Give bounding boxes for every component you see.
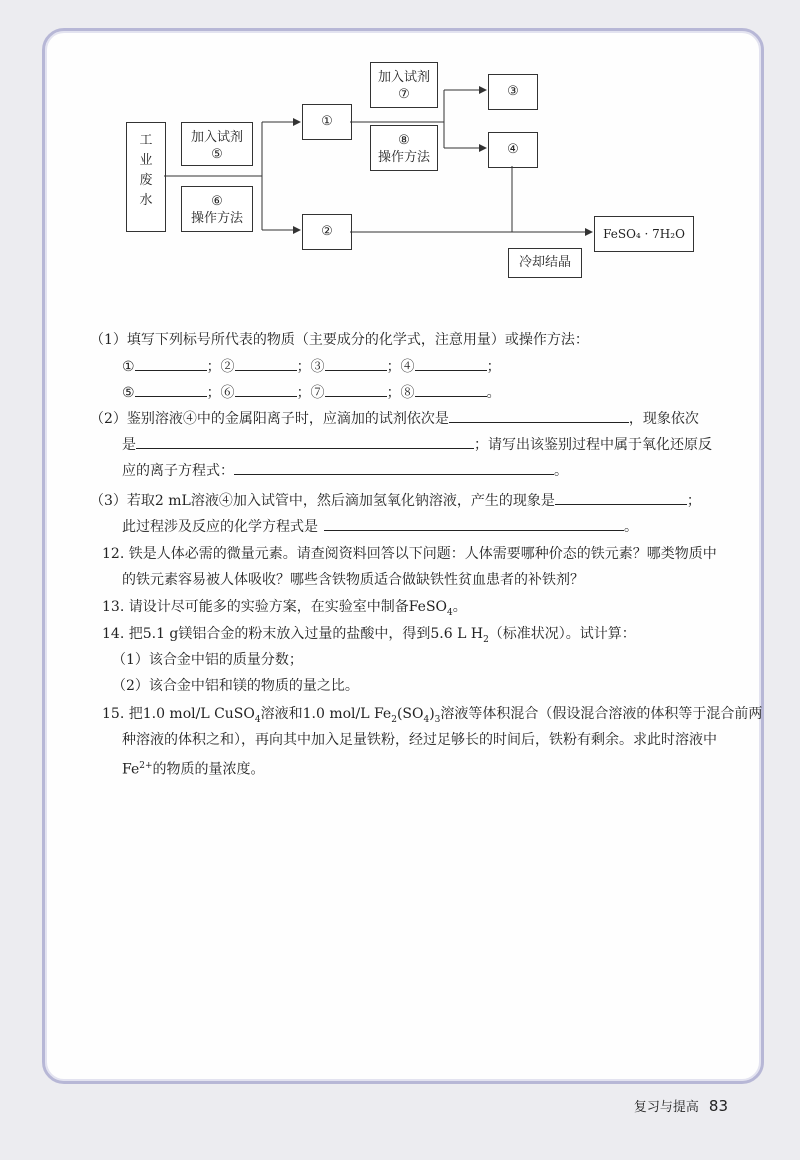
text: ；	[686, 493, 701, 509]
reagent-7-label: 加入试剂	[377, 70, 430, 85]
answer-blank[interactable]	[135, 382, 207, 397]
cooling-crystallization-box: 冷却结晶	[508, 248, 582, 278]
text: 13. 请设计尽可能多的实验方案，在实验室中制备FeSO	[102, 599, 448, 615]
label: ；③	[296, 359, 325, 375]
source-char: 业	[139, 153, 153, 168]
label: ；②	[206, 359, 235, 375]
text: （2）鉴别溶液④中的金属阳离子时，应滴加的试剂依次是	[90, 411, 449, 427]
answer-blank[interactable]	[135, 356, 207, 371]
product-box: FeSO₄ · 7H₂O	[594, 216, 694, 252]
label: ；⑧	[386, 385, 415, 401]
text: (SO	[396, 706, 424, 722]
answer-blank[interactable]	[449, 408, 629, 423]
answer-blank[interactable]	[555, 490, 687, 505]
answer-blank[interactable]	[136, 434, 474, 449]
text: 15. 把1.0 mol/L CuSO	[102, 706, 255, 722]
label: ；	[486, 359, 501, 375]
answer-blank[interactable]	[325, 382, 387, 397]
q14-sub1: （1）该合金中铝的质量分数；	[112, 652, 303, 668]
label: ①	[122, 359, 135, 375]
q15-line1	[102, 704, 762, 730]
text: )	[429, 706, 435, 722]
q11-answer-row-2	[122, 382, 501, 403]
q11-part2-line3	[122, 460, 568, 481]
label: ；④	[386, 359, 415, 375]
label: ⑤	[122, 385, 135, 401]
answer-blank[interactable]	[415, 356, 487, 371]
substance-2-box: ②	[302, 214, 352, 250]
text: ，现象依次	[628, 411, 699, 427]
method-8-number: ⑧	[398, 133, 410, 148]
text: 。	[554, 463, 568, 479]
superscript: 2+	[139, 761, 153, 771]
q11-part3-line1	[90, 490, 701, 511]
text: 。	[452, 599, 467, 615]
reagent-5-number: ⑤	[211, 147, 223, 162]
text: 溶液和1.0 mol/L Fe	[260, 706, 392, 722]
method-8-label: 操作方法	[377, 150, 430, 165]
text: 14. 把5.1 g镁铝合金的粉末放入过量的盐酸中，得到5.6 L H	[102, 626, 484, 642]
subscript: 4	[254, 714, 261, 725]
text: ；请写出该鉴别过程中属于氧化还原反	[474, 437, 712, 453]
reagent-5-label: 加入试剂	[190, 130, 243, 145]
subscript: 4	[447, 607, 453, 618]
text: 溶液等体积混合（假设混合溶液的体积等于混合前两	[440, 706, 763, 722]
text: 此过程涉及反应的化学方程式是	[122, 519, 318, 535]
answer-blank[interactable]	[324, 516, 624, 531]
source-char: 废	[139, 173, 153, 188]
method-6-label: 操作方法	[190, 211, 243, 226]
answer-blank[interactable]	[235, 382, 297, 397]
section-title: 复习与提高	[633, 1100, 699, 1115]
label: ；⑥	[206, 385, 235, 401]
q15-line2: 种溶液的体积之和），再向其中加入足量铁粉，经过足够长的时间后，铁粉有剩余。求此时溶液中	[122, 732, 717, 748]
q11-part2-line2	[122, 434, 712, 455]
q11-answer-row-1	[122, 356, 501, 377]
q12-line2: 的铁元素容易被人体吸收？哪些含铁物质适合做缺铁性贫血患者的补铁剂？	[122, 572, 584, 588]
q14-sub2: （2）该合金中铝和镁的物质的量之比。	[112, 678, 359, 694]
q11-part1-prompt: （1）填写下列标号所代表的物质（主要成分的化学式，注意用量）或操作方法：	[90, 332, 589, 348]
answer-blank[interactable]	[415, 382, 487, 397]
reagent-7-number: ⑦	[398, 87, 410, 102]
source-char: 水	[139, 193, 153, 208]
subscript: 2	[391, 714, 397, 725]
text: 的物质的量浓度。	[152, 761, 265, 778]
substance-3-box: ③	[488, 74, 538, 110]
page-footer	[634, 1096, 728, 1115]
method-6-number: ⑥	[211, 194, 223, 209]
text: 应的离子方程式：	[122, 463, 234, 479]
q11-part3-line2	[122, 516, 638, 537]
label: ；⑦	[296, 385, 325, 401]
subscript: 4	[423, 714, 430, 725]
text: 是	[122, 437, 136, 453]
subscript: 3	[434, 714, 441, 725]
substance-1-box: ①	[302, 104, 352, 140]
source-char: 工	[139, 133, 153, 148]
q14-line	[102, 624, 636, 650]
q12-line1: 12. 铁是人体必需的微量元素。请查阅资料回答以下问题：人体需要哪种价态的铁元素？哪类物质中	[102, 546, 717, 562]
q15-line3	[122, 756, 265, 780]
answer-blank[interactable]	[325, 356, 387, 371]
text: Fe	[122, 761, 140, 778]
answer-blank[interactable]	[235, 356, 297, 371]
text: （标准状况）。试计算：	[488, 626, 636, 642]
substance-4-box: ④	[488, 132, 538, 168]
q13-line	[102, 597, 467, 623]
label: 。	[486, 385, 501, 401]
page-number: 83	[708, 1097, 728, 1115]
text: （3）若取2 mL溶液④加入试管中，然后滴加氢氧化钠溶液，产生的现象是	[90, 493, 555, 509]
subscript: 2	[483, 634, 489, 645]
diagram-connectors	[0, 0, 800, 300]
answer-blank[interactable]	[234, 460, 554, 475]
q11-part2-line1	[90, 408, 699, 429]
text: 。	[624, 519, 638, 535]
